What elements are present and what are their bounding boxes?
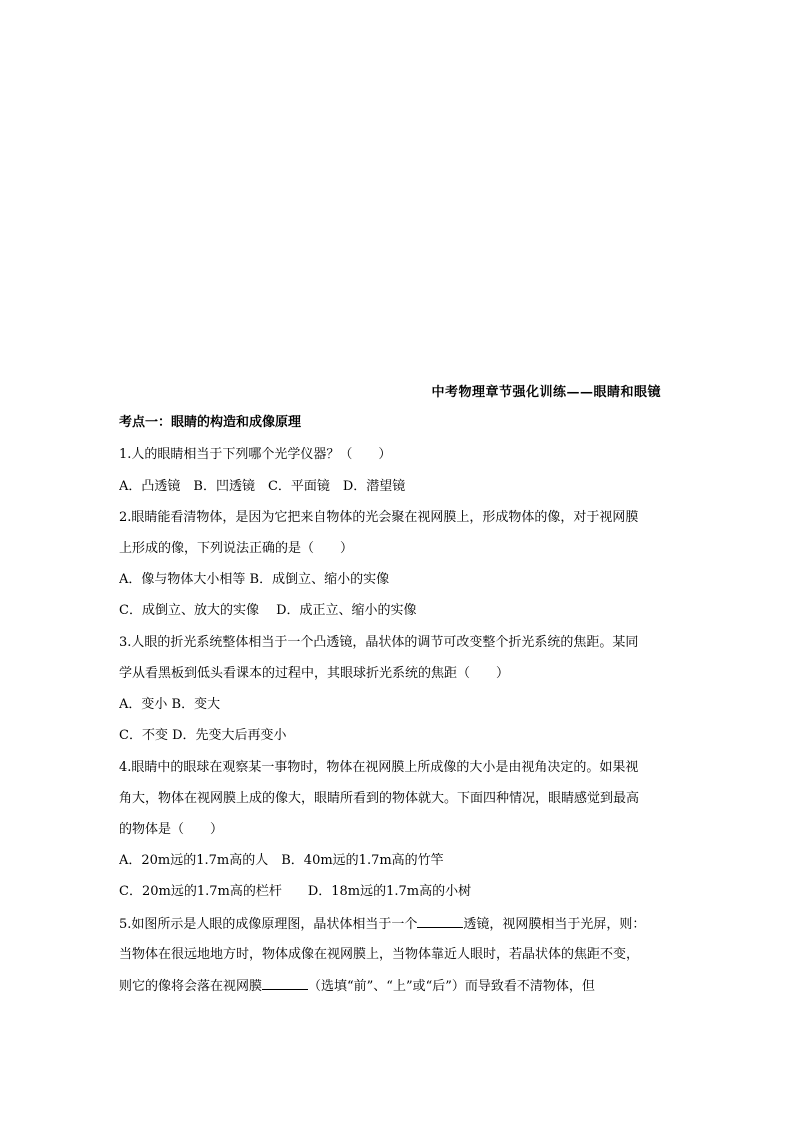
answer-blank-lens-type[interactable] <box>417 915 463 928</box>
question-2-text-line1: 2.眼睛能看清物体，是因为它把来自物体的光会聚在视网膜上，形成物体的像，对于视网膜 <box>119 510 639 525</box>
question-4-text-line1: 4.眼睛中的眼球在观察某一事物时，物体在视网膜上所成像的大小是由视角决定的。如果视 <box>119 760 639 775</box>
document-title: 中考物理章节强化训练——眼睛和眼镜 <box>431 385 661 400</box>
question-5-line1-part1: 5.如图所示是人眼的成像原理图，晶状体相当于一个 <box>119 917 418 932</box>
question-4-options-line1: A．20m远的1.7m高的人 B．40m远的1.7m高的竹竿 <box>119 853 444 868</box>
question-2-text-line2: 上形成的像，下列说法正确的是（ ） <box>119 541 354 556</box>
question-5-text-line1 <box>119 915 679 934</box>
question-2-options-line1: A．像与物体大小相等 B．成倒立、缩小的实像 <box>119 572 390 587</box>
question-1-text: 1.人的眼睛相当于下列哪个光学仪器？（ ） <box>119 447 392 462</box>
question-5-line3-part2: （选填“前”、“上”或“后”）而导致看不清物体，但 <box>308 979 595 994</box>
question-5-text-line3 <box>119 977 679 996</box>
question-3-options-line2: C．不变 D．先变大后再变小 <box>119 728 287 743</box>
question-3-options-line1: A．变小 B．变大 <box>119 697 221 712</box>
question-5-line1-part2: 透镜，视网膜相当于光屏，则： <box>463 917 646 932</box>
section-heading: 考点一：眼睛的构造和成像原理 <box>119 415 302 430</box>
question-5-text-line2: 当物体在很远地地方时，物体成像在视网膜上，当物体靠近人眼时，若晶状体的焦距不变， <box>119 947 640 962</box>
question-4-text-line3: 的物体是（ ） <box>119 822 224 837</box>
question-4-text-line2: 角大，物体在视网膜上成的像大，眼睛所看到的物体就大。下面四种情况，眼睛感觉到最高 <box>119 791 640 806</box>
question-3-text-line2: 学从看黑板到低头看课本的过程中，其眼球折光系统的焦距（ ） <box>119 666 510 681</box>
question-4-options-line2: C．20m远的1.7m高的栏杆 D．18m远的1.7m高的小树 <box>119 884 472 899</box>
question-3-text-line1: 3.人眼的折光系统整体相当于一个凸透镜，晶状体的调节可改变整个折光系统的焦距。某同 <box>119 635 639 650</box>
question-1-options: A．凸透镜 B．凹透镜 C．平面镜 D．潜望镜 <box>119 479 406 494</box>
answer-blank-image-position[interactable] <box>262 977 308 990</box>
question-5-line3-part1: 则它的像将会落在视网膜 <box>119 979 263 994</box>
question-2-options-line2: C．成倒立、放大的实像 D．成正立、缩小的实像 <box>119 603 417 618</box>
